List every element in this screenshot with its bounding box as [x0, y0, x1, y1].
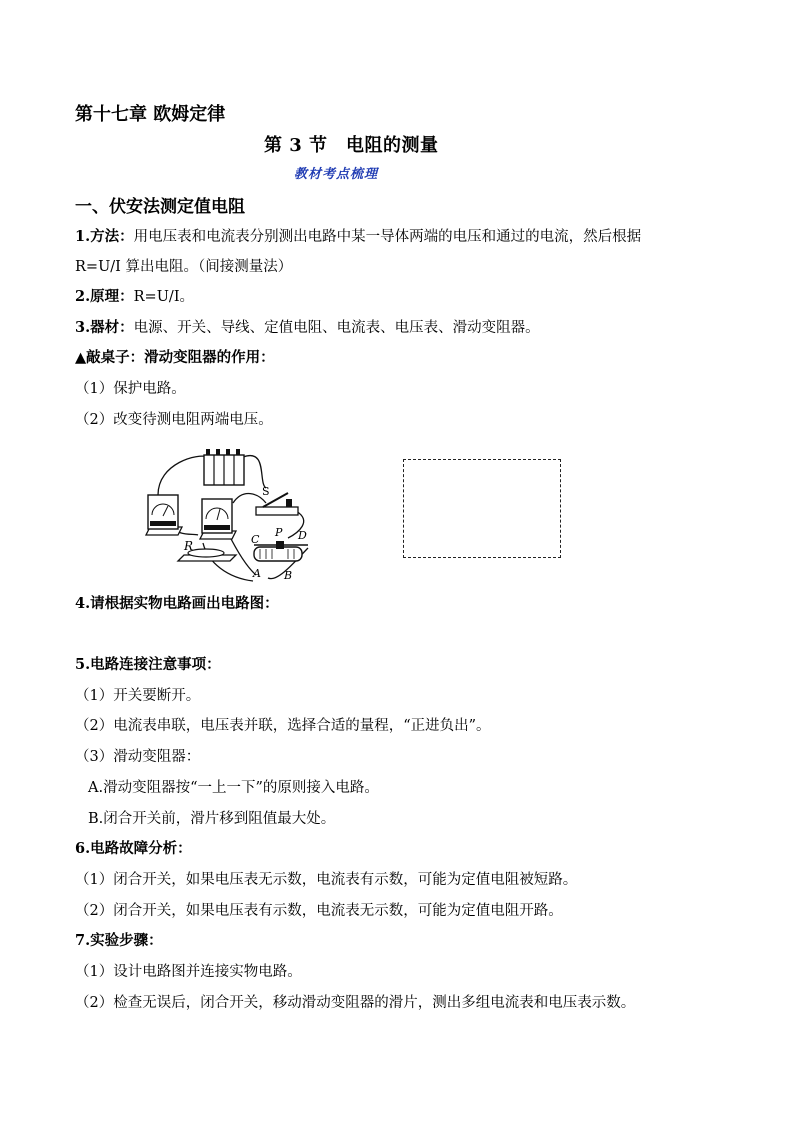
principle-text: R=U/I。	[133, 289, 195, 305]
section-title: 第 3 节 电阻的测量	[264, 135, 439, 156]
switch-label: S	[262, 485, 270, 498]
method-line-2: R=U/I 算出电阻。（间接测量法）	[75, 259, 293, 275]
equipment-line	[75, 318, 540, 338]
rheostat-terminal-b: B	[284, 569, 293, 582]
fault-label: 6.电路故障分析：	[75, 840, 192, 857]
steps-item-1: （1）设计电路图并连接实物电路。	[75, 964, 302, 980]
resistor-label: R	[184, 539, 194, 553]
rheostat-terminal-a: A	[253, 567, 261, 580]
equipment-text: 电源、开关、导线、定值电阻、电流表、电压表、滑动变阻器。	[133, 320, 540, 336]
method-line-1	[75, 227, 641, 247]
rheostat-slider-p: P	[275, 526, 283, 539]
rheostat-item-2: （2）改变待测电阻两端电压。	[75, 412, 273, 428]
principle-label: 2.原理：	[75, 288, 134, 305]
rheostat-note: ▲敲桌子：滑动变阻器的作用：	[75, 349, 275, 366]
fault-item-1: （1）闭合开关，如果电压表无示数，电流表有示数，可能为定值电阻被短路。	[75, 872, 578, 888]
part-heading: 一、伏安法测定值电阻	[75, 197, 245, 217]
connect-item-1: （1）开关要断开。	[75, 688, 201, 704]
circuit-diagram-placeholder	[403, 459, 561, 558]
connect-item-2: （2）电流表串联，电压表并联，选择合适的量程，“正进负出”。	[75, 718, 491, 734]
fault-item-2: （2）闭合开关，如果电压表有示数，电流表无示数，可能为定值电阻开路。	[75, 903, 563, 919]
chapter-title: 第十七章 欧姆定律	[75, 104, 226, 125]
physical-circuit-figure	[138, 443, 318, 585]
rheostat-terminal-c: C	[251, 533, 260, 546]
equipment-label: 3.器材：	[75, 319, 134, 336]
rheostat-terminal-d: D	[298, 529, 307, 542]
connect-sub-item-b: B.闭合开关前，滑片移到阻值最大处。	[88, 811, 336, 827]
method-text: 用电压表和电流表分别测出电路中某一导体两端的电压和通过的电流，然后根据	[133, 229, 642, 245]
rheostat-item-1: （1）保护电路。	[75, 381, 186, 397]
connect-sub-item-a: A.滑动变阻器按“一上一下”的原则接入电路。	[88, 780, 379, 796]
principle-line	[75, 287, 194, 307]
connect-label: 5.电路连接注意事项：	[75, 656, 221, 673]
steps-label: 7.实验步骤：	[75, 932, 163, 949]
steps-item-2: （2）检查无误后，闭合开关，移动滑动变阻器的滑片，测出多组电流表和电压表示数。	[75, 995, 636, 1011]
draw-diagram-label: 4.请根据实物电路画出电路图：	[75, 595, 279, 612]
method-label: 1.方法：	[75, 228, 134, 245]
section-banner: 教材考点梳理	[294, 167, 379, 182]
connect-item-3: （3）滑动变阻器：	[75, 749, 201, 765]
